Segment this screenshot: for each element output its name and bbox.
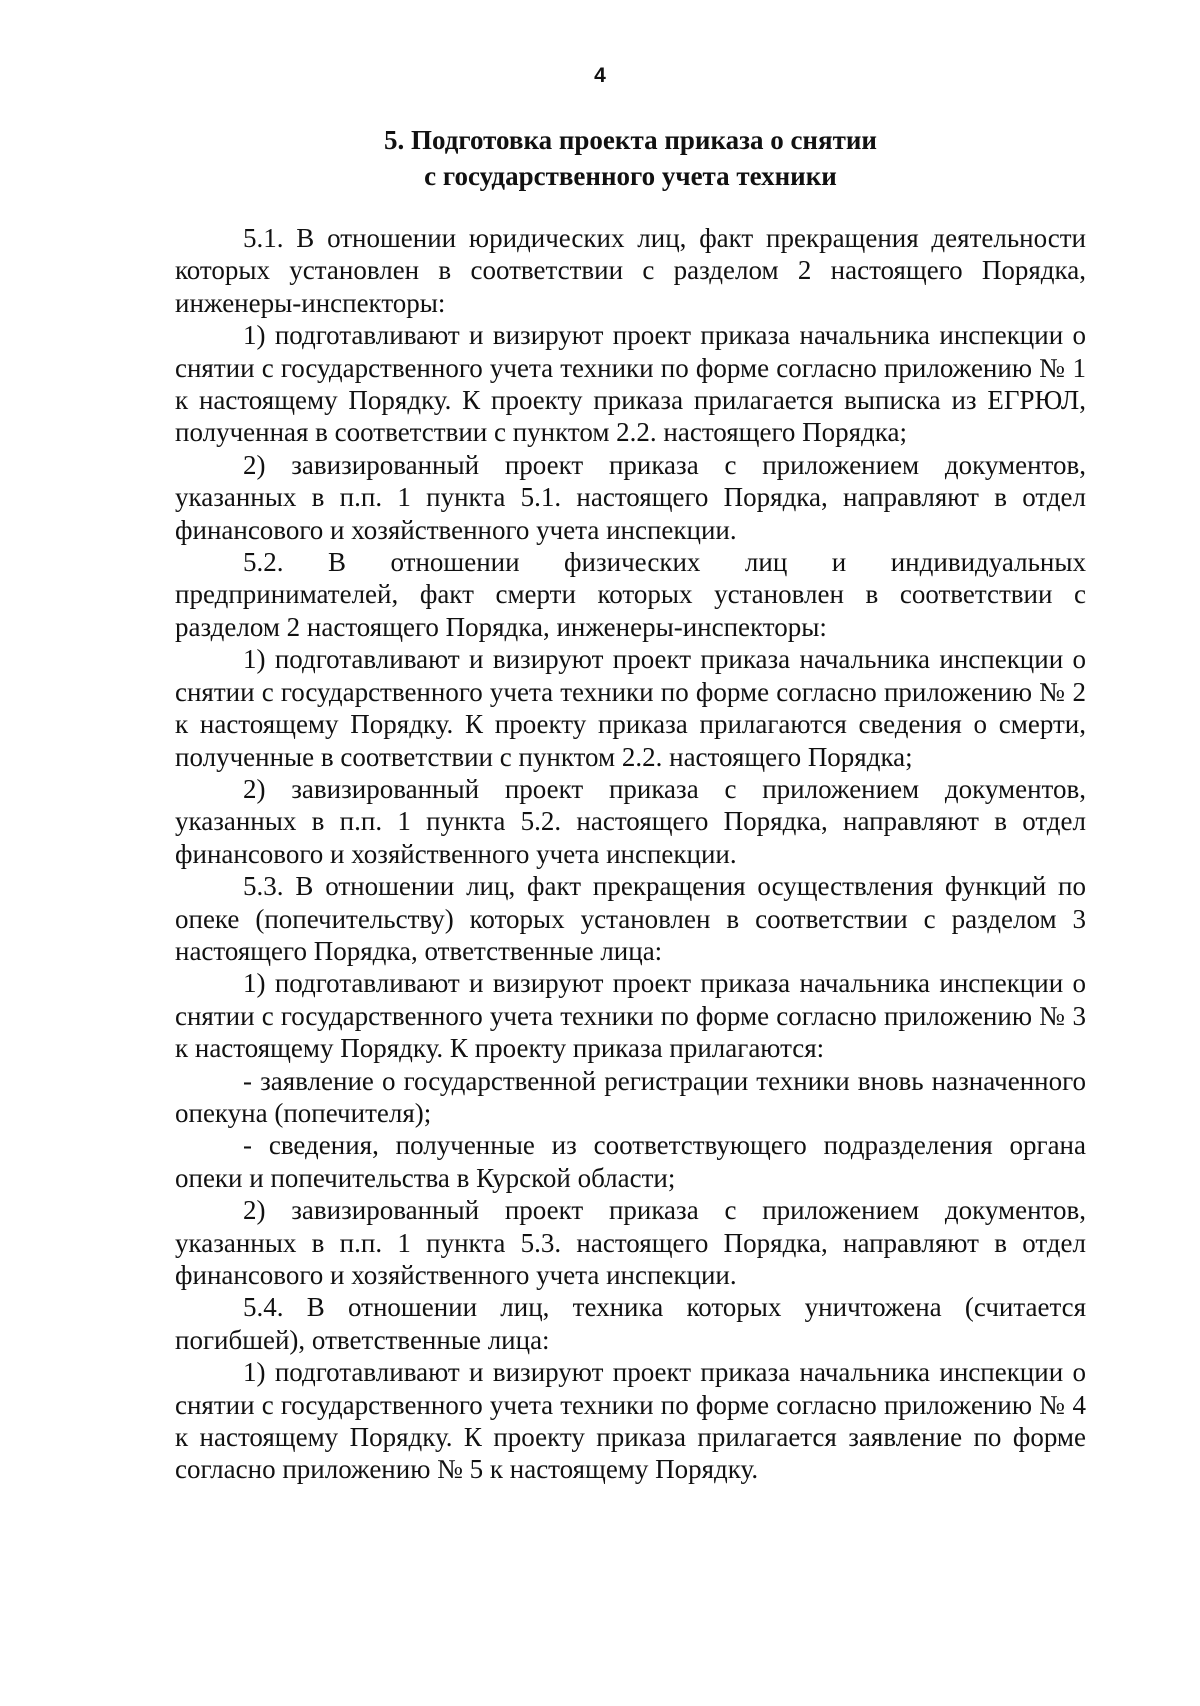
paragraph-5-2: 5.2. В отношении физических лиц и индивидуальных предпринимателей, факт смерти которых установлен в соответствии с разделом 2 настоящего Порядка, инженеры-инспекторы:	[175, 547, 1086, 642]
heading-line-2: с государственного учета техники	[424, 161, 837, 191]
paragraph-5-2-item-2: 2) завизированный проект приказа с приложением документов, указанных в п.п. 1 пункта 5.2. настоящего Порядка, направляют в отдел финансового и хозяйственного учета инспекции.	[175, 773, 1086, 869]
paragraph-5-4-item-1: 1) подготавливают и визируют проект приказа начальника инспекции о снятии с государственного учета техники по форме согласно приложению № 4 к настоящему Порядку. К проекту приказа прилагается заявление по форме согласно приложению № 5 к настоящему Порядку.	[175, 1357, 1086, 1485]
paragraph-5-3-bullet-2: - сведения, полученные из соответствующего подразделения органа опеки и попечительства в Курской области;	[175, 1130, 1086, 1193]
paragraph-5-1: 5.1. В отношении юридических лиц, факт прекращения деятельности которых установлен в соответствии с разделом 2 настоящего Порядка, инженеры-инспекторы:	[175, 223, 1086, 318]
paragraph-5-3-item-1: 1) подготавливают и визируют проект приказа начальника инспекции о снятии с государственного учета техники по форме согласно приложению № 3 к настоящему Порядку. К проекту приказа прилагаются:	[175, 968, 1086, 1064]
section-heading	[175, 122, 1086, 194]
paragraph-5-3: 5.3. В отношении лиц, факт прекращения осуществления функций по опеке (попечительству) которых установлен в соответствии с разделом 3 настоящего Порядка, ответственные лица:	[175, 871, 1086, 966]
paragraph-5-1-item-2: 2) завизированный проект приказа с приложением документов, указанных в п.п. 1 пункта 5.1. настоящего Порядка, направляют в отдел финансового и хозяйственного учета инспекции.	[175, 449, 1086, 545]
heading-line-1: 5. Подготовка проекта приказа о снятии	[384, 125, 877, 155]
document-body	[175, 222, 1086, 1486]
page-number: 4	[594, 64, 606, 87]
paragraph-5-4: 5.4. В отношении лиц, техника которых уничтожена (считается погибшей), ответственные лица:	[175, 1292, 1086, 1355]
paragraph-5-3-bullet-1: - заявление о государственной регистрации техники вновь назначенного опекуна (попечителя);	[175, 1065, 1086, 1128]
paragraph-5-2-item-1: 1) подготавливают и визируют проект приказа начальника инспекции о снятии с государственного учета техники по форме согласно приложению № 2 к настоящему Порядку. К проекту приказа прилагаются сведения о смерти, полученные в соответствии с пунктом 2.2. настоящего Порядка;	[175, 644, 1086, 772]
paragraph-5-3-item-2: 2) завизированный проект приказа с приложением документов, указанных в п.п. 1 пункта 5.3. настоящего Порядка, направляют в отдел финансового и хозяйственного учета инспекции.	[175, 1195, 1086, 1290]
paragraph-5-1-item-1: 1) подготавливают и визируют проект приказа начальника инспекции о снятии с государственного учета техники по форме согласно приложению № 1 к настоящему Порядку. К проекту приказа прилагается выписка из ЕГРЮЛ, полученная в соответствии с пунктом 2.2. настоящего Порядка;	[175, 320, 1086, 448]
